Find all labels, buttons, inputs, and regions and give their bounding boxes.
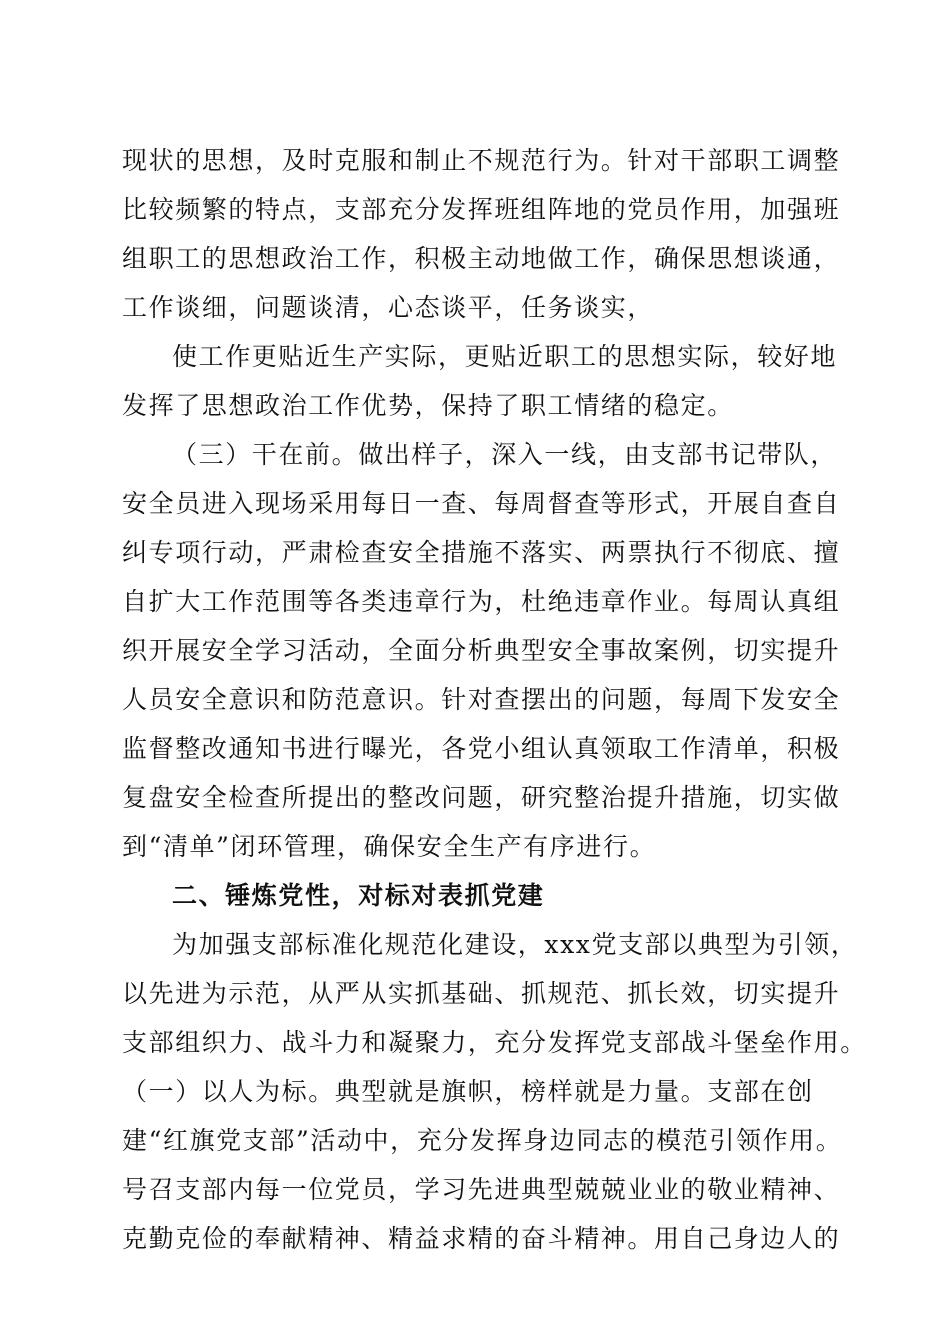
section-heading: 二、锤炼党性，对标对表抓党建 <box>172 881 545 910</box>
text-line: 到“清单”闭环管理，确保安全生产有序进行。 <box>122 832 657 861</box>
subsection-line: （三）干在前。做出样子，深入一线，由支部书记带队， <box>172 440 838 469</box>
text-line: 组职工的思想政治工作，积极主动地做工作，确保思想谈通， <box>122 244 841 273</box>
text-line: 自扩大工作范围等各类违章行为，杜绝违章作业。每周认真组 <box>122 587 841 616</box>
text-line: 比较频繁的特点，支部充分发挥班组阵地的党员作用，加强班 <box>122 195 841 224</box>
text-line: 支部组织力、战斗力和凝聚力，充分发挥党支部战斗堡垒作用。 <box>122 1028 867 1057</box>
text-line: 安全员进入现场采用每日一查、每周督查等形式，开展自查自 <box>122 489 841 518</box>
text-line: 使工作更贴近生产实际，更贴近职工的思想实际，较好地 <box>172 342 838 371</box>
text-line: 号召支部内每一位党员，学习先进典型兢兢业业的敬业精神、 <box>122 1175 841 1204</box>
text-line: 发挥了思想政治工作优势，保持了职工情绪的稳定。 <box>122 391 734 420</box>
text-line: 复盘安全检查所提出的整改问题，研究整治提升措施，切实做 <box>122 783 841 812</box>
subsection-line: （一）以人为标。典型就是旗帜，榜样就是力量。支部在创 <box>122 1077 814 1106</box>
text-line: 监督整改通知书进行曝光，各党小组认真领取工作清单，积极 <box>122 734 841 763</box>
text-line: 建“红旗党支部”活动中，充分发挥身边同志的模范引领作用。 <box>122 1126 843 1155</box>
text-line: 工作谈细，问题谈清，心态谈平，任务谈实， <box>122 293 655 322</box>
text-line: 织开展安全学习活动，全面分析典型安全事故案例，切实提升 <box>122 636 841 665</box>
text-line: 人员安全意识和防范意识。针对查摆出的问题，每周下发安全 <box>122 685 841 714</box>
text-line: 克勤克俭的奉献精神、精益求精的奋斗精神。用自己身边人的 <box>122 1224 841 1253</box>
text-line: 为加强支部标准化规范化建设，xxx党支部以典型为引领， <box>172 930 858 959</box>
text-line: 现状的思想，及时克服和制止不规范行为。针对干部职工调整 <box>122 146 841 175</box>
text-line: 纠专项行动，严肃检查安全措施不落实、两票执行不彻底、擅 <box>122 538 841 567</box>
text-line: 以先进为示范，从严从实抓基础、抓规范、抓长效，切实提升 <box>122 979 841 1008</box>
